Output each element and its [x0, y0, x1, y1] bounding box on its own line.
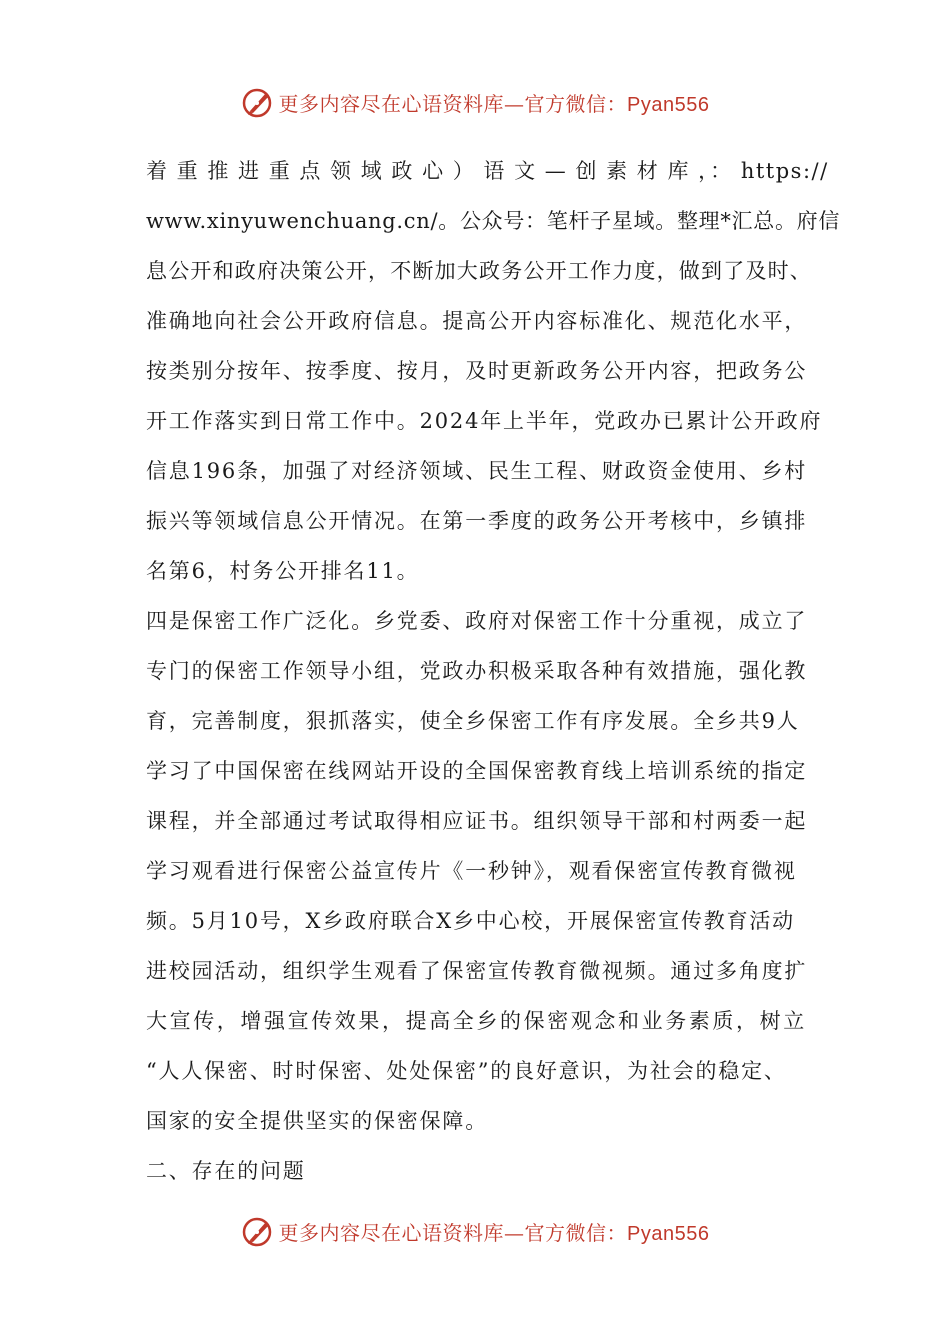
- text-line: www.xinyuwenchuang.cn/。公众号：笔杆子星域。整理*汇总。府信: [146, 209, 841, 233]
- text-line: 学习了中国保密在线网站开设的全国保密教育线上培训系统的指定: [146, 759, 808, 783]
- document-body: [146, 146, 841, 1196]
- text-line: 育，完善制度，狠抓落实，使全乡保密工作有序发展。全乡共9人: [146, 709, 800, 733]
- text-line: 振兴等领域信息公开情况。在第一季度的政务公开考核中，乡镇排: [146, 509, 808, 533]
- banner-text: 更多内容尽在心语资料库—官方微信：Pyan556: [278, 1220, 710, 1245]
- pen-logo-icon: [241, 1214, 275, 1248]
- text-line: 课程，并全部通过考试取得相应证书。组织领导干部和村两委一起: [146, 809, 808, 833]
- text-line: 开工作落实到日常工作中。2024年上半年，党政办已累计公开政府: [146, 409, 823, 433]
- text-line: “人人保密、时时保密、处处保密”的良好意识，为社会的稳定、: [146, 1059, 787, 1083]
- text-line: 四是保密工作广泛化。乡党委、政府对保密工作十分重视，成立了: [146, 609, 808, 633]
- footer-banner: [0, 1211, 950, 1251]
- banner-wechat-id: Pyan556: [627, 1222, 710, 1245]
- banner-text: 更多内容尽在心语资料库—官方微信：Pyan556: [278, 91, 710, 116]
- text-line: 专门的保密工作领导小组，党政办积极采取各种有效措施，强化教: [146, 659, 808, 683]
- text-line: 大宣传，增强宣传效果，提高全乡的保密观念和业务素质，树立: [146, 1009, 807, 1033]
- text-line: 着 重 推 进 重 点 领 域 政 心 ） 语 文 — 创 素 材 库 ，： https://: [146, 159, 829, 183]
- text-line: 二、存在的问题: [146, 1159, 306, 1183]
- text-line: 国家的安全提供坚实的保密保障。: [146, 1109, 488, 1133]
- text-line: 息公开和政府决策公开，不断加大政务公开工作力度，做到了及时、: [146, 259, 812, 283]
- banner-wechat-id: Pyan556: [627, 93, 710, 116]
- text-line: 信息196条，加强了对经济领域、民生工程、财政资金使用、乡村: [146, 459, 808, 483]
- text-line: 按类别分按年、按季度、按月，及时更新政务公开内容，把政务公: [146, 359, 808, 383]
- text-line: 进校园活动，组织学生观看了保密宣传教育微视频。通过多角度扩: [146, 959, 808, 983]
- pen-logo-icon: [241, 85, 275, 119]
- text-line: 学习观看进行保密公益宣传片《一秒钟》，观看保密宣传教育微视: [146, 859, 797, 883]
- text-line: 准确地向社会公开政府信息。提高公开内容标准化、规范化水平，: [146, 309, 808, 333]
- header-banner: [0, 82, 950, 122]
- text-line: 频。5月10号，X乡政府联合X乡中心校，开展保密宣传教育活动: [146, 909, 795, 933]
- text-line: 名第6，村务公开排名11。: [146, 559, 420, 583]
